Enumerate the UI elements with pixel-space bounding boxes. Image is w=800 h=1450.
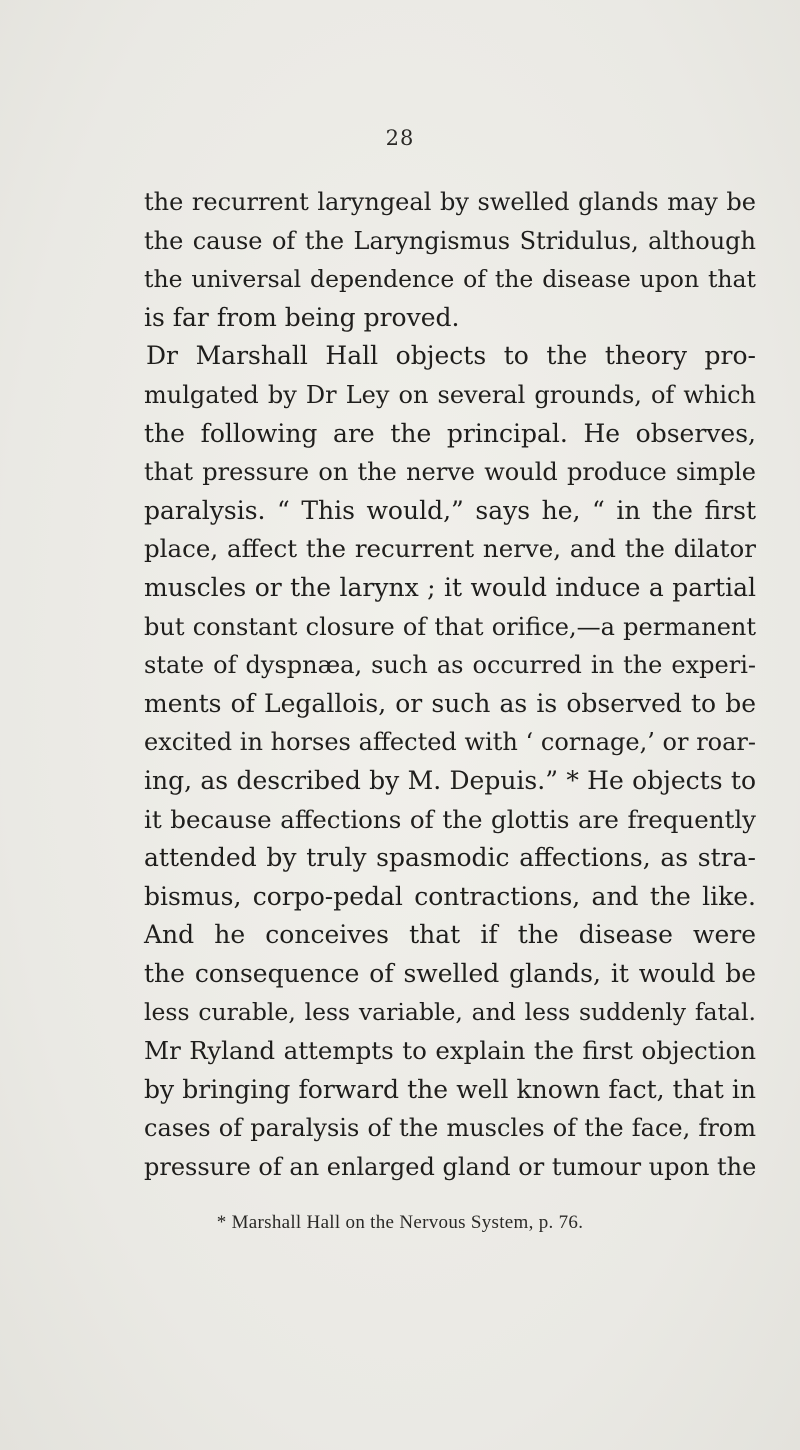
text-line: but constant closure of that orifice,—a permanent <box>144 612 756 641</box>
text-line: the universal dependence of the disease upon that <box>144 265 756 294</box>
footnote: * Marshall Hall on the Nervous System, p. 76. <box>216 1212 584 1233</box>
text-line: the cause of the Laryngismus Stridulus, although <box>144 226 756 255</box>
text-line: excited in horses affected with ‘ cornage,’ or roar- <box>144 728 756 757</box>
text-line: muscles or the larynx ; it would induce a partial <box>144 572 756 602</box>
text-line: cases of paralysis of the muscles of the face, from <box>144 1114 756 1143</box>
text-line: by bringing forward the well known fact, that in <box>144 1074 756 1104</box>
text-line: less curable, less variable, and less suddenly fatal. <box>144 998 756 1027</box>
text-line: place, affect the recurrent nerve, and the dilator <box>144 534 756 564</box>
text-line: the consequence of swelled glands, it would be <box>144 958 756 988</box>
text-line: bismus, corpo-pedal contractions, and the like. <box>144 881 756 911</box>
body-text <box>144 183 756 1186</box>
text-line: And he conceives that if the disease were <box>144 920 756 950</box>
text-line: that pressure on the nerve would produce simple <box>144 458 756 487</box>
text-line: it because affections of the glottis are frequently <box>144 804 756 834</box>
text-line: mulgated by Dr Ley on several grounds, of which <box>144 380 756 409</box>
text-line: is far from being proved. <box>144 302 460 332</box>
text-line: the following are the principal. He observes, <box>144 418 756 448</box>
text-line: attended by truly spasmodic affections, as stra- <box>144 843 756 873</box>
text-line: state of dyspnæa, such as occurred in the experi- <box>144 651 756 680</box>
text-line: the recurrent laryngeal by swelled glands may be <box>144 188 756 216</box>
text-line: pressure of an enlarged gland or tumour upon the <box>144 1152 757 1181</box>
text-line: paralysis. “ This would,” says he, “ in the first <box>144 495 756 525</box>
text-line: Mr Ryland attempts to explain the first objection <box>144 1036 756 1066</box>
text-line: ing, as described by M. Depuis.” * He objects to <box>144 765 756 795</box>
text-line: Dr Marshall Hall objects to the theory pro- <box>146 341 756 371</box>
text-line: ments of Legallois, or such as is observed to be <box>144 688 756 718</box>
page-number: 28 <box>385 126 415 150</box>
